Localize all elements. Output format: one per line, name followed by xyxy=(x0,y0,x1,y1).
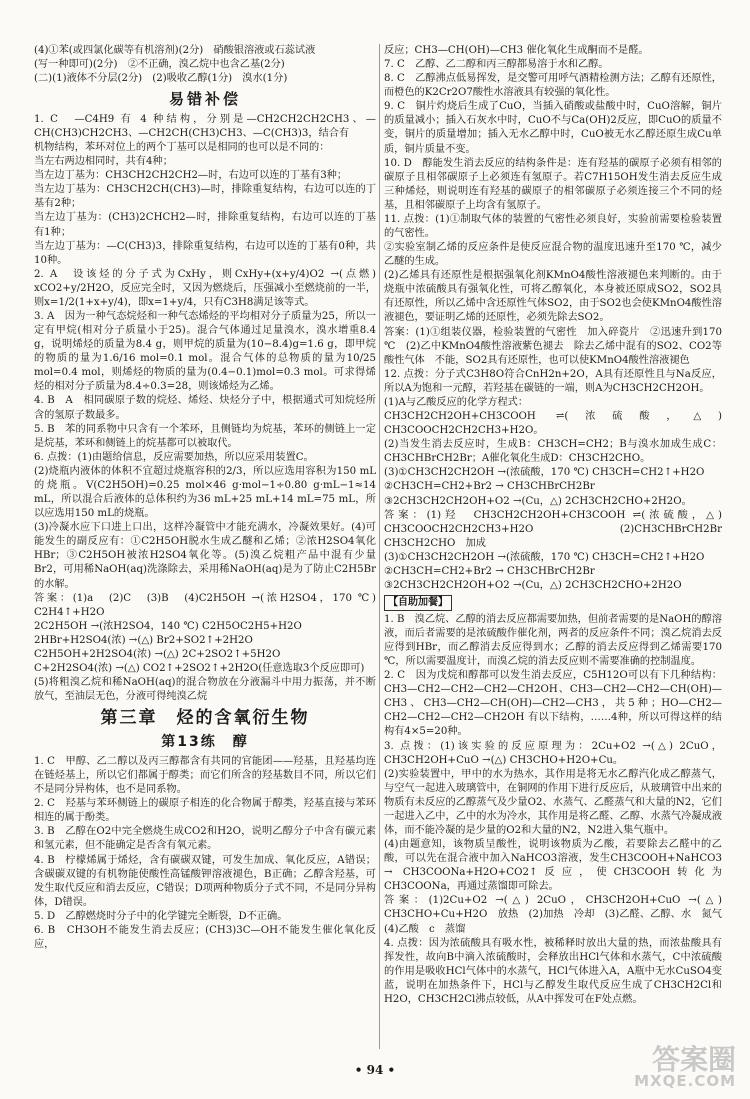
answer-line: (4)①苯(或四氯化碳等有机溶剂)(2分) 硝酸银溶液或石蕊试液 xyxy=(34,45,316,56)
answer-line: 6. 点拨：(1)由题给信息，反应需要加热，所以应采用装置C。 xyxy=(34,451,314,463)
self-help-label: 【自助加餐】 xyxy=(384,595,452,611)
left-answer-block xyxy=(34,113,376,704)
answer-line: 答案：(1)羟 CH3CH2CH2OH+CH3COOH ⇌(浓硫酸，△) CH3COOCH2CH2CH3+H2O (2)CH3CHBrCH2Br CH3CH2CHO 加成 xyxy=(384,509,733,549)
answer-line: ②CH3CH=CH2+Br2 → CH3CHBrCH2Br xyxy=(384,481,595,493)
answer-line: 4. B 柠檬烯属于烯烃，含有碳碳双键，可发生加成、氧化反应，A错误；含碳碳双键的有机物能使酸性高锰酸钾溶液褪色，B正确；乙醇含羟基，可发生取代反应和消去反应，C错误；D项两种物质分子式不同，不是同分异构体，D错误。 xyxy=(34,854,376,908)
left-answer-block-2 xyxy=(34,755,376,952)
answer-line: (写一种即可)(2分) ②不正确，溴乙烷中也含乙基(2分) xyxy=(34,59,285,71)
answer-line: 8. C 乙醇沸点低易挥发，是交警可用呼气酒精检测方法；乙醇有还原性，而橙色的K2Cr2O7酸性水溶液具有较强的氧化性。 xyxy=(384,73,722,99)
answer-line: (2)当发生消去反应时，生成B：CH3CH=CH2；B与溴水加成生成C：CH3CHBrCH2Br；A催化氧化生成D：CH3CH2CHO。 xyxy=(384,439,722,465)
answer-line: (3)①CH3CH2CH2OH →(浓硫酸，170 ℃) CH3CH=CH2↑+H2O xyxy=(384,551,705,563)
left-intro-block xyxy=(34,44,376,86)
answer-line: 5. D 乙醇燃烧时分子中的化学键完全断裂，D不正确。 xyxy=(34,910,288,922)
answer-line: 6. B CH3OH不能发生消去反应；(CH3)3C—OH不能发生催化氧化反应， xyxy=(34,924,376,950)
answer-line: C+2H2SO4(浓) →(△) CO2↑+2SO2↑+2H2O(任意选取3个反应即可) xyxy=(34,662,365,674)
answer-line: 答案：(1)①组装仪器，检验装置的气密性 加入碎瓷片 ②迅速升到170 ℃ (2)乙中KMnO4酸性溶液紫色褪去 除去乙烯中混有的SO2、CO2等酸性气体 不能，SO2具有还原性，也可以使KMnO4酸性溶液褪色 xyxy=(384,326,722,366)
answer-line: 答案：(1)a (2)C (3)B (4)C2H5OH →(浓H2SO4，170 ℃) C2H4↑+H2O xyxy=(34,592,376,618)
answer-line: 当左右两边相同时，共有4种； xyxy=(34,156,173,168)
answer-line: 3. A 因为一种气态烷烃和一种气态烯烃的平均相对分子质量为25，所以一定有甲烷(相对分子质量小于25)。混合气体通过足量溴水，溴水增重8.4 g，说明烯烃的质量为8.4 g，则甲烷的质量为(10−8.4)g=1.6 g，即甲烷的物质的量为1.6/16 mol=0.1 mol。混合气体的总物质的量为10/25 mol=0.4 mol，则烯烃的物质的量为(0.4−0.1)mol=0.3 mol。可求得烯烃的相对分子质量为8.4÷0.3=28，则该烯烃为乙烯。 xyxy=(34,311,376,393)
answer-line: 当左边丁基为：—C(CH3)3，排除重复结构，右边可以连的丁基有0种，共10种。 xyxy=(34,240,376,266)
answer-line: (3)冷凝水应下口进上口出，这样冷凝管中才能充满水，冷凝效果好。(4)可能发生的副反应有：①C2H5OH脱水生成乙醚和乙烯；②浓H2SO4氧化HBr；③C2H5OH被浓H2SO4氧化等。(5)溴乙烷粗产品中混有少量Br2，可用稀NaOH(aq)洗涤除去，采用稀NaOH(aq)是为了防止C2H5Br的水解。 xyxy=(34,522,376,590)
answer-line: ②CH3CH=CH2+Br2 → CH3CHBrCH2Br xyxy=(384,565,595,577)
watermark-url: MXQE.COM xyxy=(634,1072,736,1090)
answer-line: (2)乙烯具有还原性是根据强氧化剂KMnO4酸性溶液褪色来判断的。由于烧瓶中浓硫酸具有强氧化性，可将乙醇氧化，本身被还原成SO2，SO2具有还原性，所以乙烯中含还原性气体SO2，由于SO2也会使KMnO4酸性溶液褪色，要证明乙烯的还原性，必须先除去SO2。 xyxy=(384,270,722,324)
column-divider xyxy=(379,44,380,1049)
right-answer-block xyxy=(384,44,733,593)
answer-line: 11. 点拨：(1)①制取气体的装置的气密性必须良好，实验前需要检验装置的气密性。 xyxy=(384,213,722,240)
right-answer-block-2 xyxy=(384,613,733,1007)
answer-line: (5)将粗溴乙烷和稀NaOH(aq)的混合物放在分液漏斗中用力振荡，并不断放气，至油层无色，分液可得纯溴乙烷 xyxy=(34,677,376,703)
answer-line: 机物结构，苯环对位上的两个丁基可以是相同的也可以是不同的： xyxy=(34,142,330,154)
answer-line: (3)①CH3CH2CH2OH →(浓硫酸，170 ℃) CH3CH=CH2↑+H2O xyxy=(384,467,705,479)
answer-line: 10. D 醇能发生消去反应的结构条件是：连有羟基的碳原子必须有相邻的碳原子且相邻碳原子上必须连有氢原子。若C7H15OH发生消去反应生成三种烯烃，则说明连有羟基的碳原子的相邻碳原子必须连接三个不同的烃基，且相邻碳原子上均含有氢原子。 xyxy=(384,157,722,211)
answer-line: 12. 点拨：分子式C3H8O符合CnH2n+2O，A具有还原性且与Na反应，所以A为饱和一元醇，若羟基在碳链的一端，则A为CH3CH2CH2OH。 xyxy=(384,368,722,394)
answer-line: 4. 点拨：因为浓硫酸具有吸水性，被稀释时放出大量的热，而浓盐酸具有挥发性，故向B中滴入浓硫酸时，会释放出HCl气体和水蒸气，C中浓硫酸的作用是吸收HCl气体中的水蒸气，HCl气体进入A，A瓶中无水CuSO4变蓝，说明在加热条件下，HCl与乙醇发生取代反应生成了CH3CH2Cl和H2O，CH3CH2Cl沸点较低，从A中挥发可在F处点燃。 xyxy=(384,937,722,1005)
right-column xyxy=(384,44,733,1059)
answer-line: 1. C 甲醇、乙二醇以及丙三醇都含有共同的官能团——羟基，且羟基均连在链烃基上，所以它们都属于醇类；而它们所含的羟基数目不同，所以它们不是同分异构体，也不是同系物。 xyxy=(34,755,376,796)
answer-line: 5. B 苯的同系物中只含有一个苯环，且侧链均为烷基，苯环的侧链上一定是烷基，苯环和侧链上的烷基都可以被取代。 xyxy=(34,423,376,449)
answer-line: 3. B 乙醇在O2中完全燃烧生成CO2和H2O，说明乙醇分子中含有碳元素和氢元素，但不能确定是否含有氧元素。 xyxy=(34,826,376,852)
answer-line: 2HBr+H2SO4(浓) →(△) Br2+SO2↑+2H2O xyxy=(34,634,253,646)
watermark-logo xyxy=(634,1043,736,1090)
answer-line: (2)实验装置中，甲中的水为热水，其作用是将无水乙醇汽化成乙醇蒸气，与空气一起进入玻璃管中，在铜网的作用下进行反应后，从玻璃管中出来的物质有未反应的乙醇蒸气及少量O2、水蒸气、乙醛蒸气和大量的N2，它们一起进入乙中，乙中的水为冷水，其作用是将乙醛、乙醇、水蒸气冷凝成液体，而不能冷凝的是少量的O2和大量的N2，N2进入集气瓶中。 xyxy=(384,768,722,837)
answer-line: 2. A 设该烃的分子式为CxHy，则CxHy+(x+y/4)O2 →(点燃) xCO2+y/2H2O，反应完全时，又因为燃烧后，压强减小至燃烧前的一半，则x=1/2(1+x+y/4)，即x=1+y/4，只有C3H8满足该等式。 xyxy=(34,268,376,308)
answer-line: 2. C 因为戊烷和醇都可以发生消去反应，C5H12O可以有下几种结构：CH3—CH2—CH2—CH2—CH2OH、CH3—CH2—CH2—CH(OH)—CH3、CH3—CH2—CH(OH)—CH2—CH3，共5种；HO—CH2—CH2—CH2—CH2—CH2OH 有以下结构，……4种，所以可得这样的结构有4×5=20种。 xyxy=(384,670,722,738)
answer-line: 3. 点拨：(1)该实验的反应原理为：2Cu+O2 →(△) 2CuO，CH3CH2OH+CuO →(△) CH3CHO+H2O+Cu。 xyxy=(384,740,722,766)
answer-line: 1. B 溴乙烷、乙醇的消去反应都需要加热，但前者需要的是NaOH的醇溶液，而后者需要的是浓硫酸作催化剂，两者的反应条件不同；溴乙烷消去反应得到HBr，而乙醇消去反应得到水；乙醇的消去反应得到乙烯需要170 ℃，所以需要温度计，而溴乙烷的消去反应则不需要准确的控制温度。 xyxy=(384,613,722,668)
answer-line: C2H5OH+2H2SO4(浓) →(△) 2C+2SO2↑+5H2O xyxy=(34,648,281,660)
self-help-header xyxy=(384,593,722,613)
answer-line: 当左边丁基为：(CH3)2CHCH2—时，排除重复结构，右边可以连的丁基有1种； xyxy=(34,212,376,238)
practice-title: 第13练 醇 xyxy=(161,733,249,750)
answer-line: 9. C 铜片灼烧后生成了CuO，当插入硝酸或盐酸中时，CuO溶解，铜片的质量减小；插入石灰水中时，CuO不与Ca(OH)2反应，即CuO的质量不变，铜片的质量增加；插入无水乙醇中时，CuO被无水乙醇还原生成Cu单质，铜片质量不变。 xyxy=(384,101,722,155)
answer-line: 4. B A 相同碳原子数的烷烃、烯烃、炔烃分子中，根据通式可知烷烃所含的氢原子数最多。 xyxy=(34,395,376,421)
answer-line: CH3CH2CH2OH+CH3COOH ⇌(浓硫酸，△) CH3COOCH2CH2CH3+H2O。 xyxy=(384,411,722,437)
answer-line: 当左边丁基为：CH3CH2CH(CH3)—时，排除重复结构，右边可以连的丁基有2种； xyxy=(34,184,376,210)
answer-line: ③2CH3CH2CH2OH+O2 →(Cu，△) 2CH3CH2CHO+2H2O。 xyxy=(384,495,692,507)
answer-line: 7. C 乙醇、乙二醇和丙三醇都易溶于水和乙醇。 xyxy=(384,59,609,71)
chapter-title: 第三章 烃的含氧衍生物 xyxy=(100,708,310,729)
answer-line: 1. C —C4H9 有 4 种结构，分别是—CH2CH2CH2CH3、—CH(CH3)CH2CH3、—CH2CH(CH3)CH3、—C(CH3)3，结合有 xyxy=(34,113,376,139)
answer-line: (2)烧瓶内液体的体积不宜超过烧瓶容积的2/3，所以应选用容积为150 mL的烧瓶。V(C2H5OH)=0.25 mol×46 g·mol−1÷0.80 g·mL−1≈14 mL，所以混合后液体的总体积约为36 mL+25 mL+14 mL=75 mL，所以应选用150 mL的烧瓶。 xyxy=(34,465,376,520)
answer-line: ③2CH3CH2CH2OH+O2 →(Cu，△) 2CH3CH2CHO+2H2O xyxy=(384,579,682,591)
answer-line: (二)(1)液体不分层(2分) (2)吸收乙醇(1分) 溴水(1分) xyxy=(34,73,288,85)
answer-line: 当左边丁基为：CH3CH2CH2CH2—时，右边可以连的丁基有3种； xyxy=(34,170,348,182)
answer-line: ②实验室制乙烯的反应条件是使反应混合物的温度迅速升至170 ℃，减少乙醚的生成。 xyxy=(384,242,722,268)
watermark-text: 答案圈 xyxy=(651,1043,736,1076)
answer-line: 2C2H5OH →(浓H2SO4，140 ℃) C2H5OC2H5+H2O xyxy=(34,620,302,632)
section-title: 易错补偿 xyxy=(168,90,241,109)
answer-line: (4)由题意知，该物质呈酸性，说明该物质为乙酸，若要除去乙醛中的乙酸，可以先在混合液中加入NaHCO3溶液，发生CH3COOH+NaHCO3 → CH3COONa+H2O+CO2↑反应，使CH3COOH转化为CH3COONa，再通过蒸馏即可除去。 xyxy=(384,839,722,893)
answer-line: (1)A与乙酸反应的化学方程式： xyxy=(384,396,529,408)
answer-line: 反应；CH3—CH(OH)—CH3 催化氧化生成酮而不是醛。 xyxy=(384,45,649,56)
answer-line: 2. C 羟基与苯环侧链上的碳原子相连的化合物属于醇类，羟基直接与苯环相连的属于酚类。 xyxy=(34,798,376,824)
page-number: • 94 • xyxy=(354,1063,396,1077)
left-column xyxy=(34,44,376,1059)
answer-line: 答案：(1)2Cu+O2 →(△) 2CuO，CH3CH2OH+CuO →(△) CH3CHO+Cu+H2O 放热 (2)加热 冷却 (3)乙醛、乙醇、水 氮气 (4)乙酸 c 蒸馏 xyxy=(384,895,733,935)
